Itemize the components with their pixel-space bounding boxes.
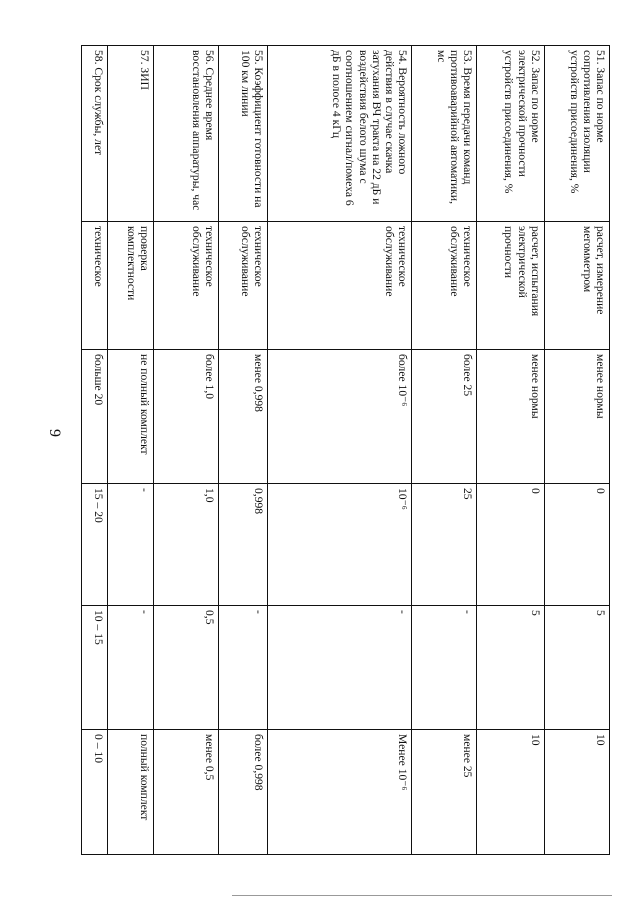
table-cell: 57. ЗИП — [107, 46, 154, 222]
table-cell: проверка комплектности — [107, 222, 154, 350]
table-cell: 58. Срок службы, лет — [82, 46, 108, 222]
table-cell: более 10⁻⁶ — [268, 350, 412, 484]
table-cell: 10 — [477, 730, 544, 855]
table-cell: менее 25 — [412, 730, 477, 855]
table-cell: 1,0 — [154, 484, 219, 606]
bottom-rule — [232, 895, 612, 896]
table-cell: техническое — [82, 222, 108, 350]
table-cell: не полный комплект — [107, 350, 154, 484]
table-cell: менее 0,5 — [154, 730, 219, 855]
table-cell: 0,998 — [219, 484, 268, 606]
table-row — [477, 46, 544, 855]
table-row — [268, 46, 412, 855]
criteria-table-rotated — [81, 45, 610, 854]
table-cell: 10 — [544, 730, 609, 855]
table-cell: техническое обслуживание — [412, 222, 477, 350]
table-cell: 5 — [477, 606, 544, 730]
table-cell: 10⁻⁶ — [268, 484, 412, 606]
table-cell: - — [219, 606, 268, 730]
table-cell: менее 0,998 — [219, 350, 268, 484]
table-cell: менее нормы — [477, 350, 544, 484]
table-cell: 5 — [544, 606, 609, 730]
table-row — [412, 46, 477, 855]
criteria-table — [81, 45, 610, 855]
table-cell: 0,5 — [154, 606, 219, 730]
table-cell: Менее 10⁻⁶ — [268, 730, 412, 855]
table-cell: 10 – 15 — [82, 606, 108, 730]
table-cell: - — [107, 606, 154, 730]
table-cell: 53. Время передачи команд противоаварийной автоматики, мс — [412, 46, 477, 222]
table-cell: 54. Вероятность ложного действия в случае скачка затухания ВЧ тракта на 22 дБ и воздействия белого шума с соотношением сигнал/помеха 6 дБ в полосе 4 кГц — [268, 46, 412, 222]
table-cell: - — [268, 606, 412, 730]
table-cell: - — [107, 484, 154, 606]
table-cell: 0 — [544, 484, 609, 606]
table-cell: техническое обслуживание — [154, 222, 219, 350]
table-cell: - — [412, 606, 477, 730]
table-cell: более 1,0 — [154, 350, 219, 484]
table-cell: техническое обслуживание — [268, 222, 412, 350]
page-number: 9 — [46, 429, 63, 437]
table-cell: техническое обслуживание — [219, 222, 268, 350]
table-cell: расчет, измерение мегомметром — [544, 222, 609, 350]
table-row — [107, 46, 154, 855]
table-cell: 0 — [477, 484, 544, 606]
table-cell: 51. Запас по норме сопротивления изоляции устройств присоединения, % — [544, 46, 609, 222]
table-cell: более 0,998 — [219, 730, 268, 855]
table-row — [544, 46, 609, 855]
table-cell: более 25 — [412, 350, 477, 484]
table-row — [154, 46, 219, 855]
table-cell: 55. Коэффициент готовности на 100 км линии — [219, 46, 268, 222]
table-cell: расчет, испытания электрической прочности — [477, 222, 544, 350]
table-cell: 25 — [412, 484, 477, 606]
table-cell: больше 20 — [82, 350, 108, 484]
table-cell: 56. Среднее время восстановления аппаратуры, час — [154, 46, 219, 222]
table-cell: менее нормы — [544, 350, 609, 484]
table-cell: 52. Запас по норме электрической прочности устройств присоединения, % — [477, 46, 544, 222]
table-cell: 15 – 20 — [82, 484, 108, 606]
table-row — [219, 46, 268, 855]
table-cell: 0 – 10 — [82, 730, 108, 855]
table-cell: полный комплект — [107, 730, 154, 855]
table-row — [82, 46, 108, 855]
